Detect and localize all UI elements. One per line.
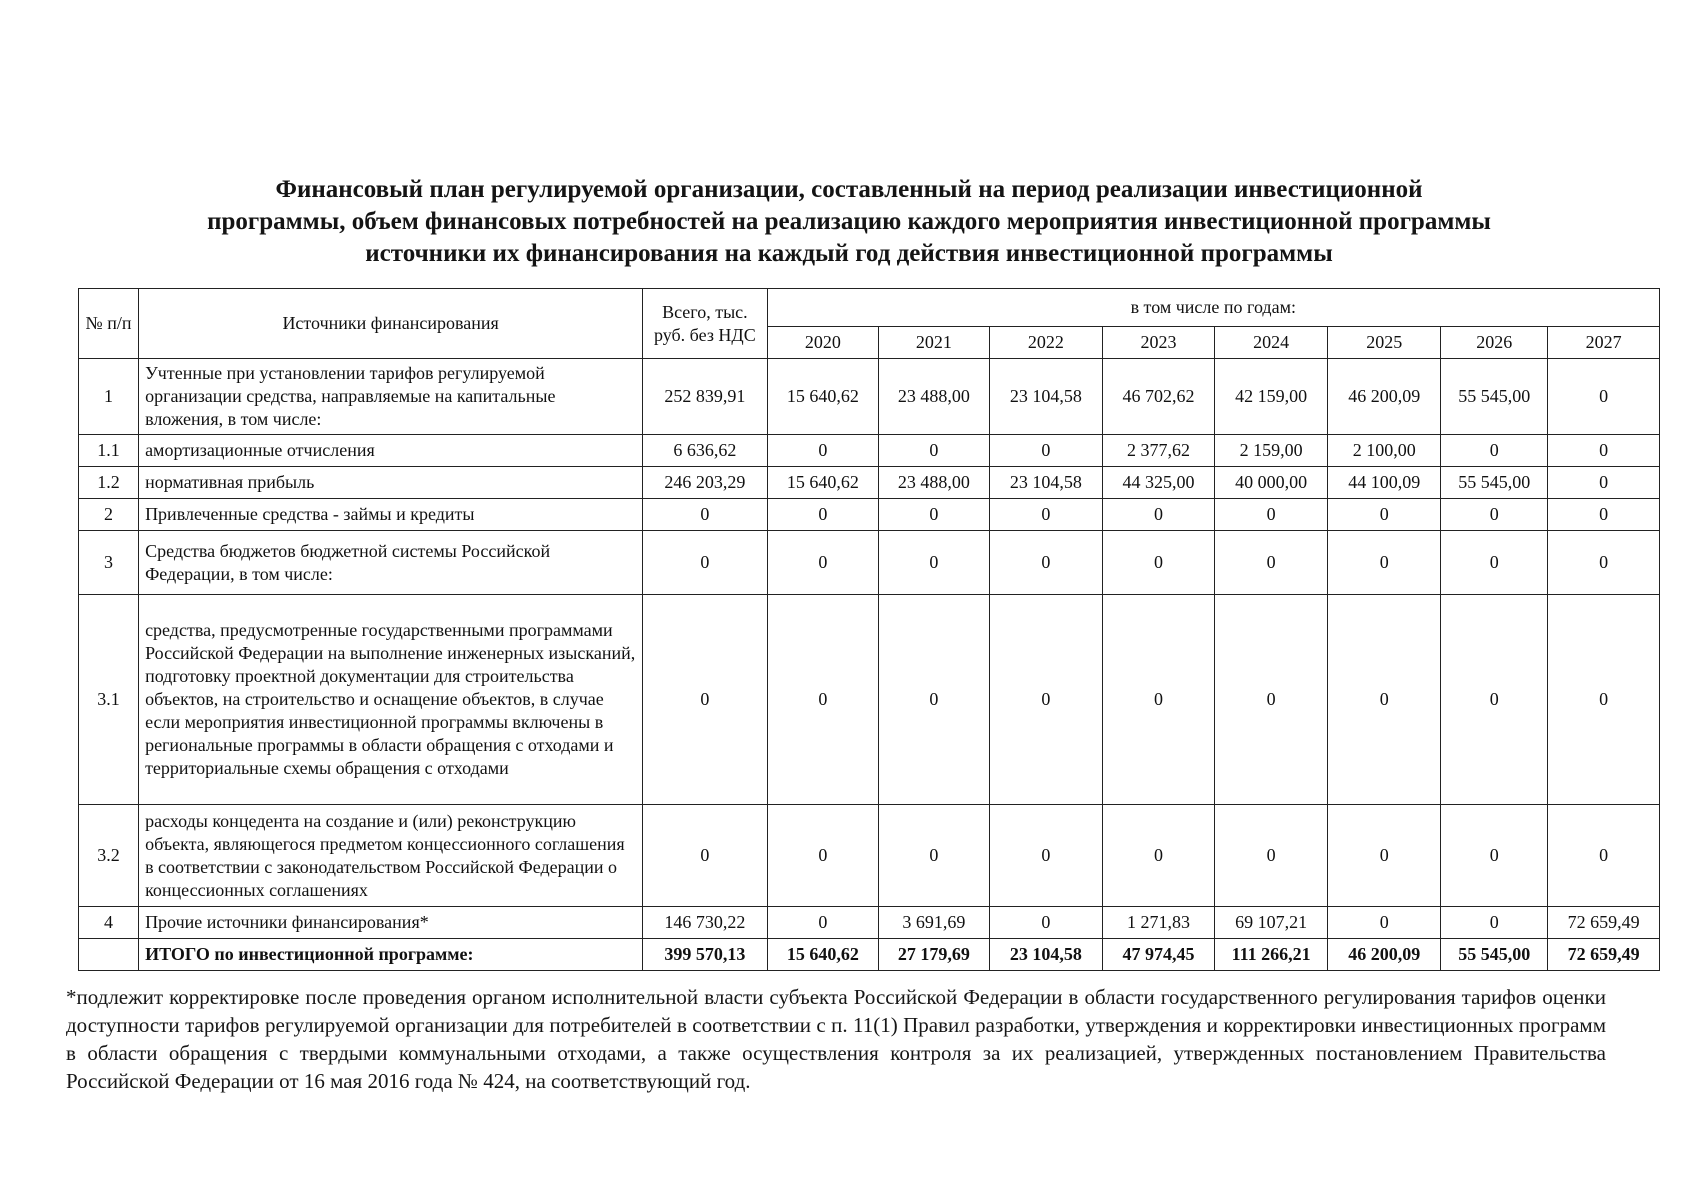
row-num: 2 bbox=[79, 499, 139, 531]
row-num: 1 bbox=[79, 359, 139, 435]
row-year-value: 23 104,58 bbox=[989, 359, 1103, 435]
row-year-value: 0 bbox=[879, 595, 989, 805]
title-line-3: источники их финансирования на каждый год действия инвестиционной программы bbox=[365, 240, 1333, 267]
row-year-value: 23 104,58 bbox=[989, 467, 1103, 499]
row-year-value: 0 bbox=[989, 435, 1103, 467]
table-row bbox=[79, 595, 1660, 805]
row-source: Прочие источники финансирования* bbox=[139, 907, 643, 939]
row-year-value: 0 bbox=[1548, 531, 1660, 595]
row-year-value: 0 bbox=[1441, 531, 1548, 595]
total-year-value: 27 179,69 bbox=[879, 939, 989, 971]
header-total: Всего, тыс. руб. без НДС bbox=[643, 289, 767, 359]
row-total: 0 bbox=[643, 805, 767, 907]
table-row bbox=[79, 805, 1660, 907]
row-year-value: 0 bbox=[1103, 499, 1215, 531]
row-year-value: 0 bbox=[767, 435, 879, 467]
header-year: 2020 bbox=[767, 327, 879, 359]
row-total: 246 203,29 bbox=[643, 467, 767, 499]
header-year: 2022 bbox=[989, 327, 1103, 359]
header-by-years: в том числе по годам: bbox=[767, 289, 1659, 327]
row-year-value: 0 bbox=[1548, 805, 1660, 907]
table-row bbox=[79, 499, 1660, 531]
row-year-value: 0 bbox=[1548, 359, 1660, 435]
row-year-value: 0 bbox=[1214, 595, 1328, 805]
total-year-value: 47 974,45 bbox=[1103, 939, 1215, 971]
row-year-value: 0 bbox=[1328, 531, 1441, 595]
row-year-value: 55 545,00 bbox=[1441, 467, 1548, 499]
row-total: 6 636,62 bbox=[643, 435, 767, 467]
total-year-value: 15 640,62 bbox=[767, 939, 879, 971]
row-year-value: 46 200,09 bbox=[1328, 359, 1441, 435]
row-year-value: 0 bbox=[767, 805, 879, 907]
row-year-value: 0 bbox=[767, 499, 879, 531]
row-year-value: 0 bbox=[1328, 595, 1441, 805]
row-total: 0 bbox=[643, 499, 767, 531]
table-row bbox=[79, 531, 1660, 595]
row-year-value: 3 691,69 bbox=[879, 907, 989, 939]
row-year-value: 15 640,62 bbox=[767, 467, 879, 499]
header-row-1 bbox=[79, 289, 1660, 327]
row-year-value: 0 bbox=[1103, 805, 1215, 907]
total-sum: 399 570,13 bbox=[643, 939, 767, 971]
row-year-value: 0 bbox=[1103, 531, 1215, 595]
row-year-value: 1 271,83 bbox=[1103, 907, 1215, 939]
table-row bbox=[79, 467, 1660, 499]
footnote: *подлежит корректировке после проведения органом исполнительной власти субъекта Российской Федерации в области государственного регулирования тарифов оценки доступности тарифов регулируемой организации для потребителей в соответствии с п. 11(1) Правил разработки, утверждения и корректировки инвестиционных программ в области обращения с твердыми коммунальными отходами, а также осуществления контроля за их реализацией, утвержденных постановлением Правительства Российской Федерации от 16 мая 2016 года № 424, на соответствующий год. bbox=[66, 985, 1606, 1093]
row-year-value: 0 bbox=[1441, 435, 1548, 467]
row-year-value: 0 bbox=[1441, 595, 1548, 805]
title-line-2: программы, объем финансовых потребностей на реализацию каждого мероприятия инвестиционной программы bbox=[207, 208, 1491, 235]
row-source: Привлеченные средства - займы и кредиты bbox=[139, 499, 643, 531]
row-year-value: 44 100,09 bbox=[1328, 467, 1441, 499]
row-year-value: 0 bbox=[989, 805, 1103, 907]
row-year-value: 0 bbox=[1548, 435, 1660, 467]
row-source: нормативная прибыль bbox=[139, 467, 643, 499]
row-year-value: 2 100,00 bbox=[1328, 435, 1441, 467]
row-year-value: 0 bbox=[879, 531, 989, 595]
row-year-value: 0 bbox=[1328, 499, 1441, 531]
row-year-value: 0 bbox=[1214, 531, 1328, 595]
row-year-value: 0 bbox=[1328, 907, 1441, 939]
total-year-value: 72 659,49 bbox=[1548, 939, 1660, 971]
table-row bbox=[79, 359, 1660, 435]
header-year: 2026 bbox=[1441, 327, 1548, 359]
total-row bbox=[79, 939, 1660, 971]
row-year-value: 0 bbox=[1103, 595, 1215, 805]
row-year-value: 0 bbox=[879, 499, 989, 531]
row-num: 3.2 bbox=[79, 805, 139, 907]
row-year-value: 55 545,00 bbox=[1441, 359, 1548, 435]
row-year-value: 0 bbox=[989, 595, 1103, 805]
row-year-value: 2 159,00 bbox=[1214, 435, 1328, 467]
row-year-value: 0 bbox=[1441, 805, 1548, 907]
row-year-value: 0 bbox=[767, 907, 879, 939]
row-year-value: 0 bbox=[1441, 907, 1548, 939]
row-source: Средства бюджетов бюджетной системы Российской Федерации, в том числе: bbox=[139, 531, 643, 595]
row-year-value: 23 488,00 bbox=[879, 359, 989, 435]
total-label: ИТОГО по инвестиционной программе: bbox=[139, 939, 643, 971]
header-num: № п/п bbox=[79, 289, 139, 359]
row-num: 1.2 bbox=[79, 467, 139, 499]
row-year-value: 0 bbox=[989, 531, 1103, 595]
row-year-value: 0 bbox=[989, 907, 1103, 939]
row-total: 0 bbox=[643, 595, 767, 805]
row-year-value: 0 bbox=[1214, 805, 1328, 907]
row-year-value: 0 bbox=[1441, 499, 1548, 531]
row-year-value: 0 bbox=[767, 595, 879, 805]
row-year-value: 40 000,00 bbox=[1214, 467, 1328, 499]
row-num: 3 bbox=[79, 531, 139, 595]
row-year-value: 72 659,49 bbox=[1548, 907, 1660, 939]
row-year-value: 23 488,00 bbox=[879, 467, 989, 499]
row-year-value: 15 640,62 bbox=[767, 359, 879, 435]
row-source: Учтенные при установлении тарифов регулируемой организации средства, направляемые на капитальные вложения, в том числе: bbox=[139, 359, 643, 435]
financial-plan-table bbox=[78, 288, 1660, 971]
row-year-value: 0 bbox=[1328, 805, 1441, 907]
document-title bbox=[120, 174, 1578, 270]
total-year-value: 23 104,58 bbox=[989, 939, 1103, 971]
row-year-value: 0 bbox=[1214, 499, 1328, 531]
total-num bbox=[79, 939, 139, 971]
row-year-value: 69 107,21 bbox=[1214, 907, 1328, 939]
total-year-value: 111 266,21 bbox=[1214, 939, 1328, 971]
row-num: 1.1 bbox=[79, 435, 139, 467]
header-year: 2021 bbox=[879, 327, 989, 359]
row-source: амортизационные отчисления bbox=[139, 435, 643, 467]
row-year-value: 44 325,00 bbox=[1103, 467, 1215, 499]
row-year-value: 2 377,62 bbox=[1103, 435, 1215, 467]
header-year: 2025 bbox=[1328, 327, 1441, 359]
row-year-value: 0 bbox=[989, 499, 1103, 531]
row-year-value: 0 bbox=[1548, 499, 1660, 531]
row-num: 3.1 bbox=[79, 595, 139, 805]
header-source: Источники финансирования bbox=[139, 289, 643, 359]
row-year-value: 46 702,62 bbox=[1103, 359, 1215, 435]
row-year-value: 0 bbox=[1548, 467, 1660, 499]
row-year-value: 0 bbox=[879, 435, 989, 467]
table-row bbox=[79, 435, 1660, 467]
row-year-value: 0 bbox=[879, 805, 989, 907]
row-year-value: 0 bbox=[1548, 595, 1660, 805]
header-year: 2027 bbox=[1548, 327, 1660, 359]
row-source: расходы концедента на создание и (или) реконструкцию объекта, являющегося предметом концессионного соглашения в соответствии с законодательством Российской Федерации о концессионных соглашениях bbox=[139, 805, 643, 907]
title-line-1: Финансовый план регулируемой организации, составленный на период реализации инвестиционной bbox=[275, 176, 1423, 203]
header-year: 2024 bbox=[1214, 327, 1328, 359]
total-year-value: 55 545,00 bbox=[1441, 939, 1548, 971]
row-source: средства, предусмотренные государственными программами Российской Федерации на выполнение инженерных изысканий, подготовку проектной документации для строительства объектов, на строительство и оснащение объектов, в случае если мероприятия инвестиционной программы включены в региональные программы в области обращения с отходами и территориальные схемы обращения с отходами bbox=[139, 595, 643, 805]
row-total: 252 839,91 bbox=[643, 359, 767, 435]
row-num: 4 bbox=[79, 907, 139, 939]
total-year-value: 46 200,09 bbox=[1328, 939, 1441, 971]
row-year-value: 42 159,00 bbox=[1214, 359, 1328, 435]
row-total: 146 730,22 bbox=[643, 907, 767, 939]
row-year-value: 0 bbox=[767, 531, 879, 595]
table-row bbox=[79, 907, 1660, 939]
row-total: 0 bbox=[643, 531, 767, 595]
header-year: 2023 bbox=[1103, 327, 1215, 359]
